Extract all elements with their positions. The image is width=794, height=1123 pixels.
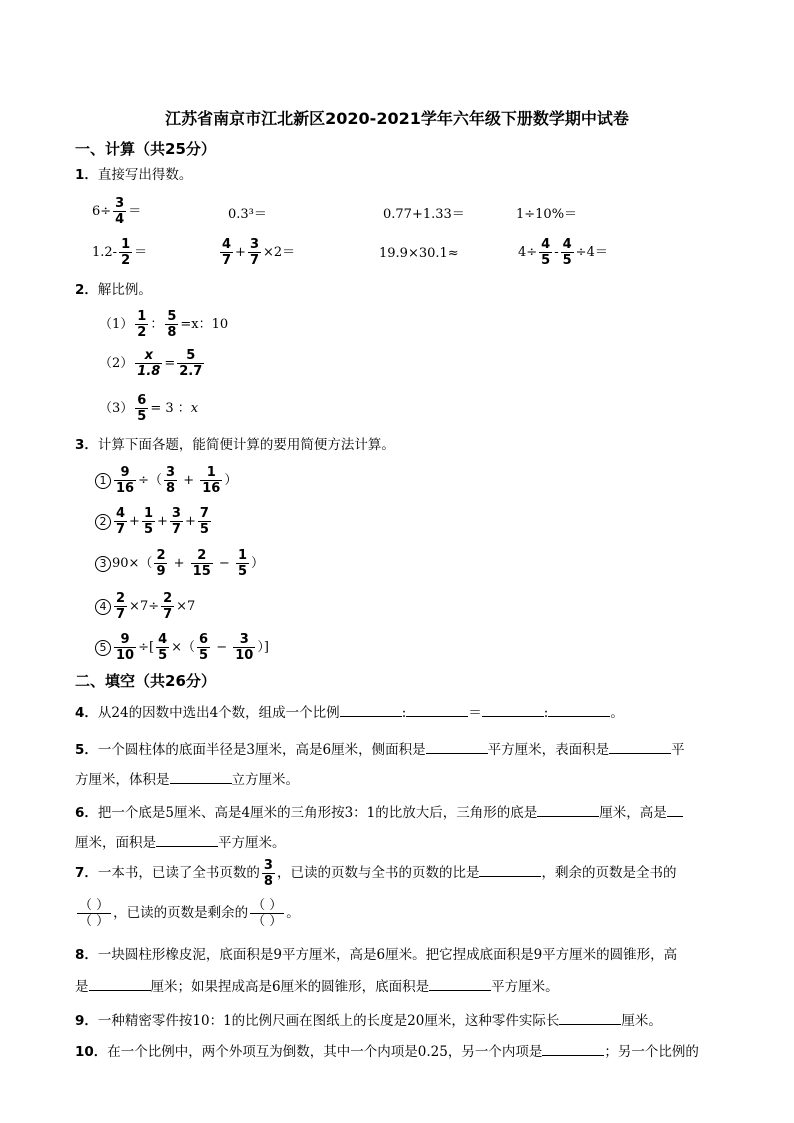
question-number: 6． — [75, 805, 98, 821]
answer-blank[interactable] — [340, 703, 402, 717]
question-2 — [75, 282, 152, 298]
question-text: 一种精密零件按10：1的比例尺画在图纸上的长度是20厘米，这种零件实际长 — [97, 1013, 560, 1029]
fraction: $\frac{6}{5}$ — [199, 632, 209, 663]
expr-text: ÷（ — [138, 473, 162, 488]
q3-item-1 — [95, 465, 237, 496]
question-text: ，已读的页数是剩余的 — [113, 905, 249, 921]
question-6 — [75, 803, 683, 821]
fraction: $\frac{5}{2.7}$ — [179, 348, 203, 379]
operator: + — [235, 245, 246, 260]
expr-text: 。 — [610, 705, 624, 721]
q1-item-d: 1÷10%＝ — [516, 207, 578, 222]
fraction: $\frac{1}{2}$ — [121, 237, 131, 268]
question-text: 。 — [286, 905, 300, 921]
question-7-line-2 — [75, 898, 300, 929]
expr-text: ÷4＝ — [575, 245, 608, 260]
question-text: 计算下面各题，能简便计算的要用简便方法计算。 — [97, 437, 395, 453]
fraction: $\frac{1}{5}$ — [237, 548, 247, 579]
question-text: 厘米；如果捏成高是6厘米的圆锥形，底面积是 — [150, 979, 430, 995]
question-text: 厘米。 — [621, 1013, 662, 1029]
question-text: 一本书，已读了全书页数的 — [97, 865, 260, 881]
fraction: $\frac{3}{7}$ — [249, 237, 259, 268]
fraction: $\frac{4}{5}$ — [562, 237, 572, 268]
q1-item-b: 0.3³＝ — [228, 207, 267, 222]
section-heading-calc: 一、计算（共25分） — [75, 140, 216, 158]
question-number: 8． — [75, 947, 98, 963]
fraction: $\frac{3}{10}$ — [235, 632, 254, 663]
fraction: $\frac{2}{7}$ — [163, 591, 173, 622]
answer-blank[interactable] — [89, 977, 151, 991]
answer-fraction[interactable]: $\frac{( )}{( )}$ — [79, 898, 110, 929]
question-text: 平方厘米，表面积是 — [487, 742, 610, 758]
fraction: $\frac{9}{10}$ — [116, 632, 135, 663]
fraction: $\frac{3}{7}$ — [171, 506, 181, 537]
question-text: 从24的因数中选出4个数，组成一个比例 — [97, 705, 340, 721]
expr-text: 6÷ — [92, 204, 112, 219]
q1-item-c: 0.77+1.33＝ — [383, 207, 465, 222]
question-3 — [75, 437, 395, 453]
expr-text: ）] — [257, 640, 269, 655]
question-text: 一个圆柱体的底面半径是3厘米，高是6厘米，侧面积是 — [97, 742, 426, 758]
question-number: 1． — [75, 167, 98, 183]
q1-item-h — [518, 237, 608, 268]
question-1 — [75, 167, 192, 183]
expr-text: 4÷ — [518, 245, 538, 260]
ratio-colon: : — [543, 705, 549, 721]
answer-blank[interactable] — [479, 863, 541, 877]
question-text: 在一个比例中，两个外项互为倒数，其中一个内项是0.25，另一个内项是 — [107, 1044, 543, 1060]
question-text: 把一个底是5厘米、高是4厘米的三角形按3：1的比放大后，三角形的底是 — [97, 805, 538, 821]
question-5 — [75, 740, 685, 758]
question-text: 解比例。 — [97, 282, 152, 298]
expr-text: = — [164, 356, 176, 371]
question-text: ，剩余的页数是全书的 — [541, 865, 677, 881]
question-10 — [75, 1042, 699, 1060]
expr-text: ） — [224, 473, 238, 488]
question-6-line-2 — [75, 833, 286, 851]
q3-item-5 — [95, 632, 269, 663]
question-text: ；另一个比例的 — [604, 1044, 699, 1060]
part-label: （3） — [99, 401, 134, 416]
question-text: 一块圆柱形橡皮泥，底面积是9平方厘米，高是6厘米。把它捏成底面积是9平方厘米的圆锥形，高 — [97, 947, 678, 963]
expr-text: 90×（ — [112, 556, 153, 571]
question-text: 立方厘米。 — [231, 772, 299, 788]
part-label: （1） — [99, 317, 134, 332]
operator: − — [216, 640, 228, 655]
question-number: 2． — [75, 282, 98, 298]
expr-text: = 3 ： — [150, 401, 191, 416]
operator: + — [183, 473, 195, 488]
operator: − — [218, 556, 230, 571]
operator: - — [554, 245, 559, 260]
part-label: （2） — [99, 356, 134, 371]
answer-fraction[interactable]: $\frac{( )}{( )}$ — [252, 898, 283, 929]
expr-text: ×7 — [176, 599, 196, 614]
fraction: $\frac{1}{16}$ — [202, 465, 221, 496]
page-title: 江苏省南京市江北新区2020-2021学年六年级下册数学期中试卷 — [165, 109, 629, 128]
q2-part-3 — [99, 393, 198, 424]
answer-blank[interactable] — [609, 740, 671, 754]
question-number: 9． — [75, 1013, 98, 1029]
question-text: 直接写出得数。 — [97, 167, 193, 183]
fraction: $\frac{5}{8}$ — [167, 309, 177, 340]
circled-number: 5 — [95, 640, 111, 656]
q1-item-e — [92, 237, 147, 268]
circled-number: 3 — [95, 556, 111, 572]
expr-text: ÷[ — [138, 640, 155, 655]
q1-item-f — [218, 237, 295, 268]
fraction: $\frac{6}{5}$ — [137, 393, 147, 424]
question-text: 平 — [671, 742, 685, 758]
question-9 — [75, 1011, 662, 1029]
ratio-colon: : — [401, 705, 407, 721]
q1-item-g: 19.9×30.1≈ — [379, 246, 459, 261]
fraction: $\frac{2}{9}$ — [156, 548, 166, 579]
question-text: 是 — [75, 979, 89, 995]
fraction: $\frac{1}{2}$ — [137, 309, 147, 340]
equals-sign: ＝ — [468, 705, 482, 721]
q3-item-3 — [95, 548, 264, 579]
fraction: $\frac{4}{5}$ — [541, 237, 551, 268]
operator: + — [173, 556, 185, 571]
expr-text: ×（ — [171, 640, 196, 655]
circled-number: 1 — [95, 473, 111, 489]
operator: + — [157, 514, 168, 529]
expr-text: ） — [251, 556, 265, 571]
q1-item-a — [92, 196, 141, 227]
question-number: 7． — [75, 865, 98, 881]
question-number: 5． — [75, 742, 98, 758]
answer-blank[interactable] — [170, 770, 232, 784]
answer-blank[interactable] — [429, 977, 491, 991]
question-text: 厘米，面积是 — [75, 835, 156, 851]
answer-blank[interactable] — [537, 803, 599, 817]
fraction: $\frac{2}{7}$ — [116, 591, 126, 622]
answer-blank[interactable] — [559, 1011, 621, 1025]
question-text: 方厘米，体积是 — [75, 772, 170, 788]
question-4 — [75, 703, 624, 721]
fraction: $\frac{4}{7}$ — [116, 506, 126, 537]
answer-blank[interactable] — [548, 703, 610, 717]
expr-text: ＝ — [134, 245, 148, 260]
question-5-line-2 — [75, 770, 299, 788]
question-8 — [75, 947, 677, 963]
answer-blank[interactable] — [667, 803, 683, 817]
question-7 — [75, 858, 676, 889]
expr-text: 1.2- — [92, 245, 118, 260]
fraction: $\frac{1}{5}$ — [143, 506, 153, 537]
question-text: ，已读的页数与全书的页数的比是 — [276, 865, 480, 881]
variable: x — [190, 401, 199, 416]
answer-blank[interactable] — [426, 740, 488, 754]
q2-part-1 — [99, 309, 228, 340]
question-text: 平方厘米。 — [218, 835, 286, 851]
operator: + — [129, 514, 140, 529]
expr-text: =x：10 — [180, 317, 229, 332]
fraction: $\frac{9}{16}$ — [116, 465, 135, 496]
fraction: $\frac{4}{7}$ — [222, 237, 232, 268]
expr-text: ×7÷ — [129, 599, 160, 614]
question-number: 10． — [75, 1044, 108, 1060]
question-text: 厘米，高是 — [599, 805, 667, 821]
q2-part-2 — [99, 348, 206, 379]
answer-blank[interactable] — [542, 1042, 604, 1056]
fraction: $\frac{3}{8}$ — [166, 465, 176, 496]
fraction: $\frac{4}{5}$ — [158, 632, 168, 663]
q3-item-4 — [95, 591, 195, 622]
circled-number: 2 — [95, 514, 111, 530]
question-number: 4． — [75, 705, 98, 721]
q3-item-2 — [95, 506, 213, 537]
answer-blank[interactable] — [156, 833, 218, 847]
fraction: $\frac{2}{15}$ — [192, 548, 211, 579]
question-8-line-2 — [75, 977, 559, 995]
question-number: 3． — [75, 437, 98, 453]
section-heading-fill: 二、填空（共26分） — [75, 672, 216, 690]
question-text: 平方厘米。 — [491, 979, 559, 995]
answer-blank[interactable] — [482, 703, 544, 717]
operator: + — [184, 514, 196, 529]
circled-number: 4 — [95, 599, 111, 615]
fraction: $\frac{3}{8}$ — [263, 858, 273, 889]
expr-text: ＝ — [128, 204, 142, 219]
expr-text: ×2＝ — [263, 245, 296, 260]
fraction: $\frac{3}{4}$ — [115, 196, 125, 227]
fraction: $\frac{7}{5}$ — [199, 506, 209, 537]
expr-text: ： — [150, 317, 164, 332]
answer-blank[interactable] — [406, 703, 468, 717]
fraction: $\frac{x}{1.8}$ — [137, 348, 161, 379]
